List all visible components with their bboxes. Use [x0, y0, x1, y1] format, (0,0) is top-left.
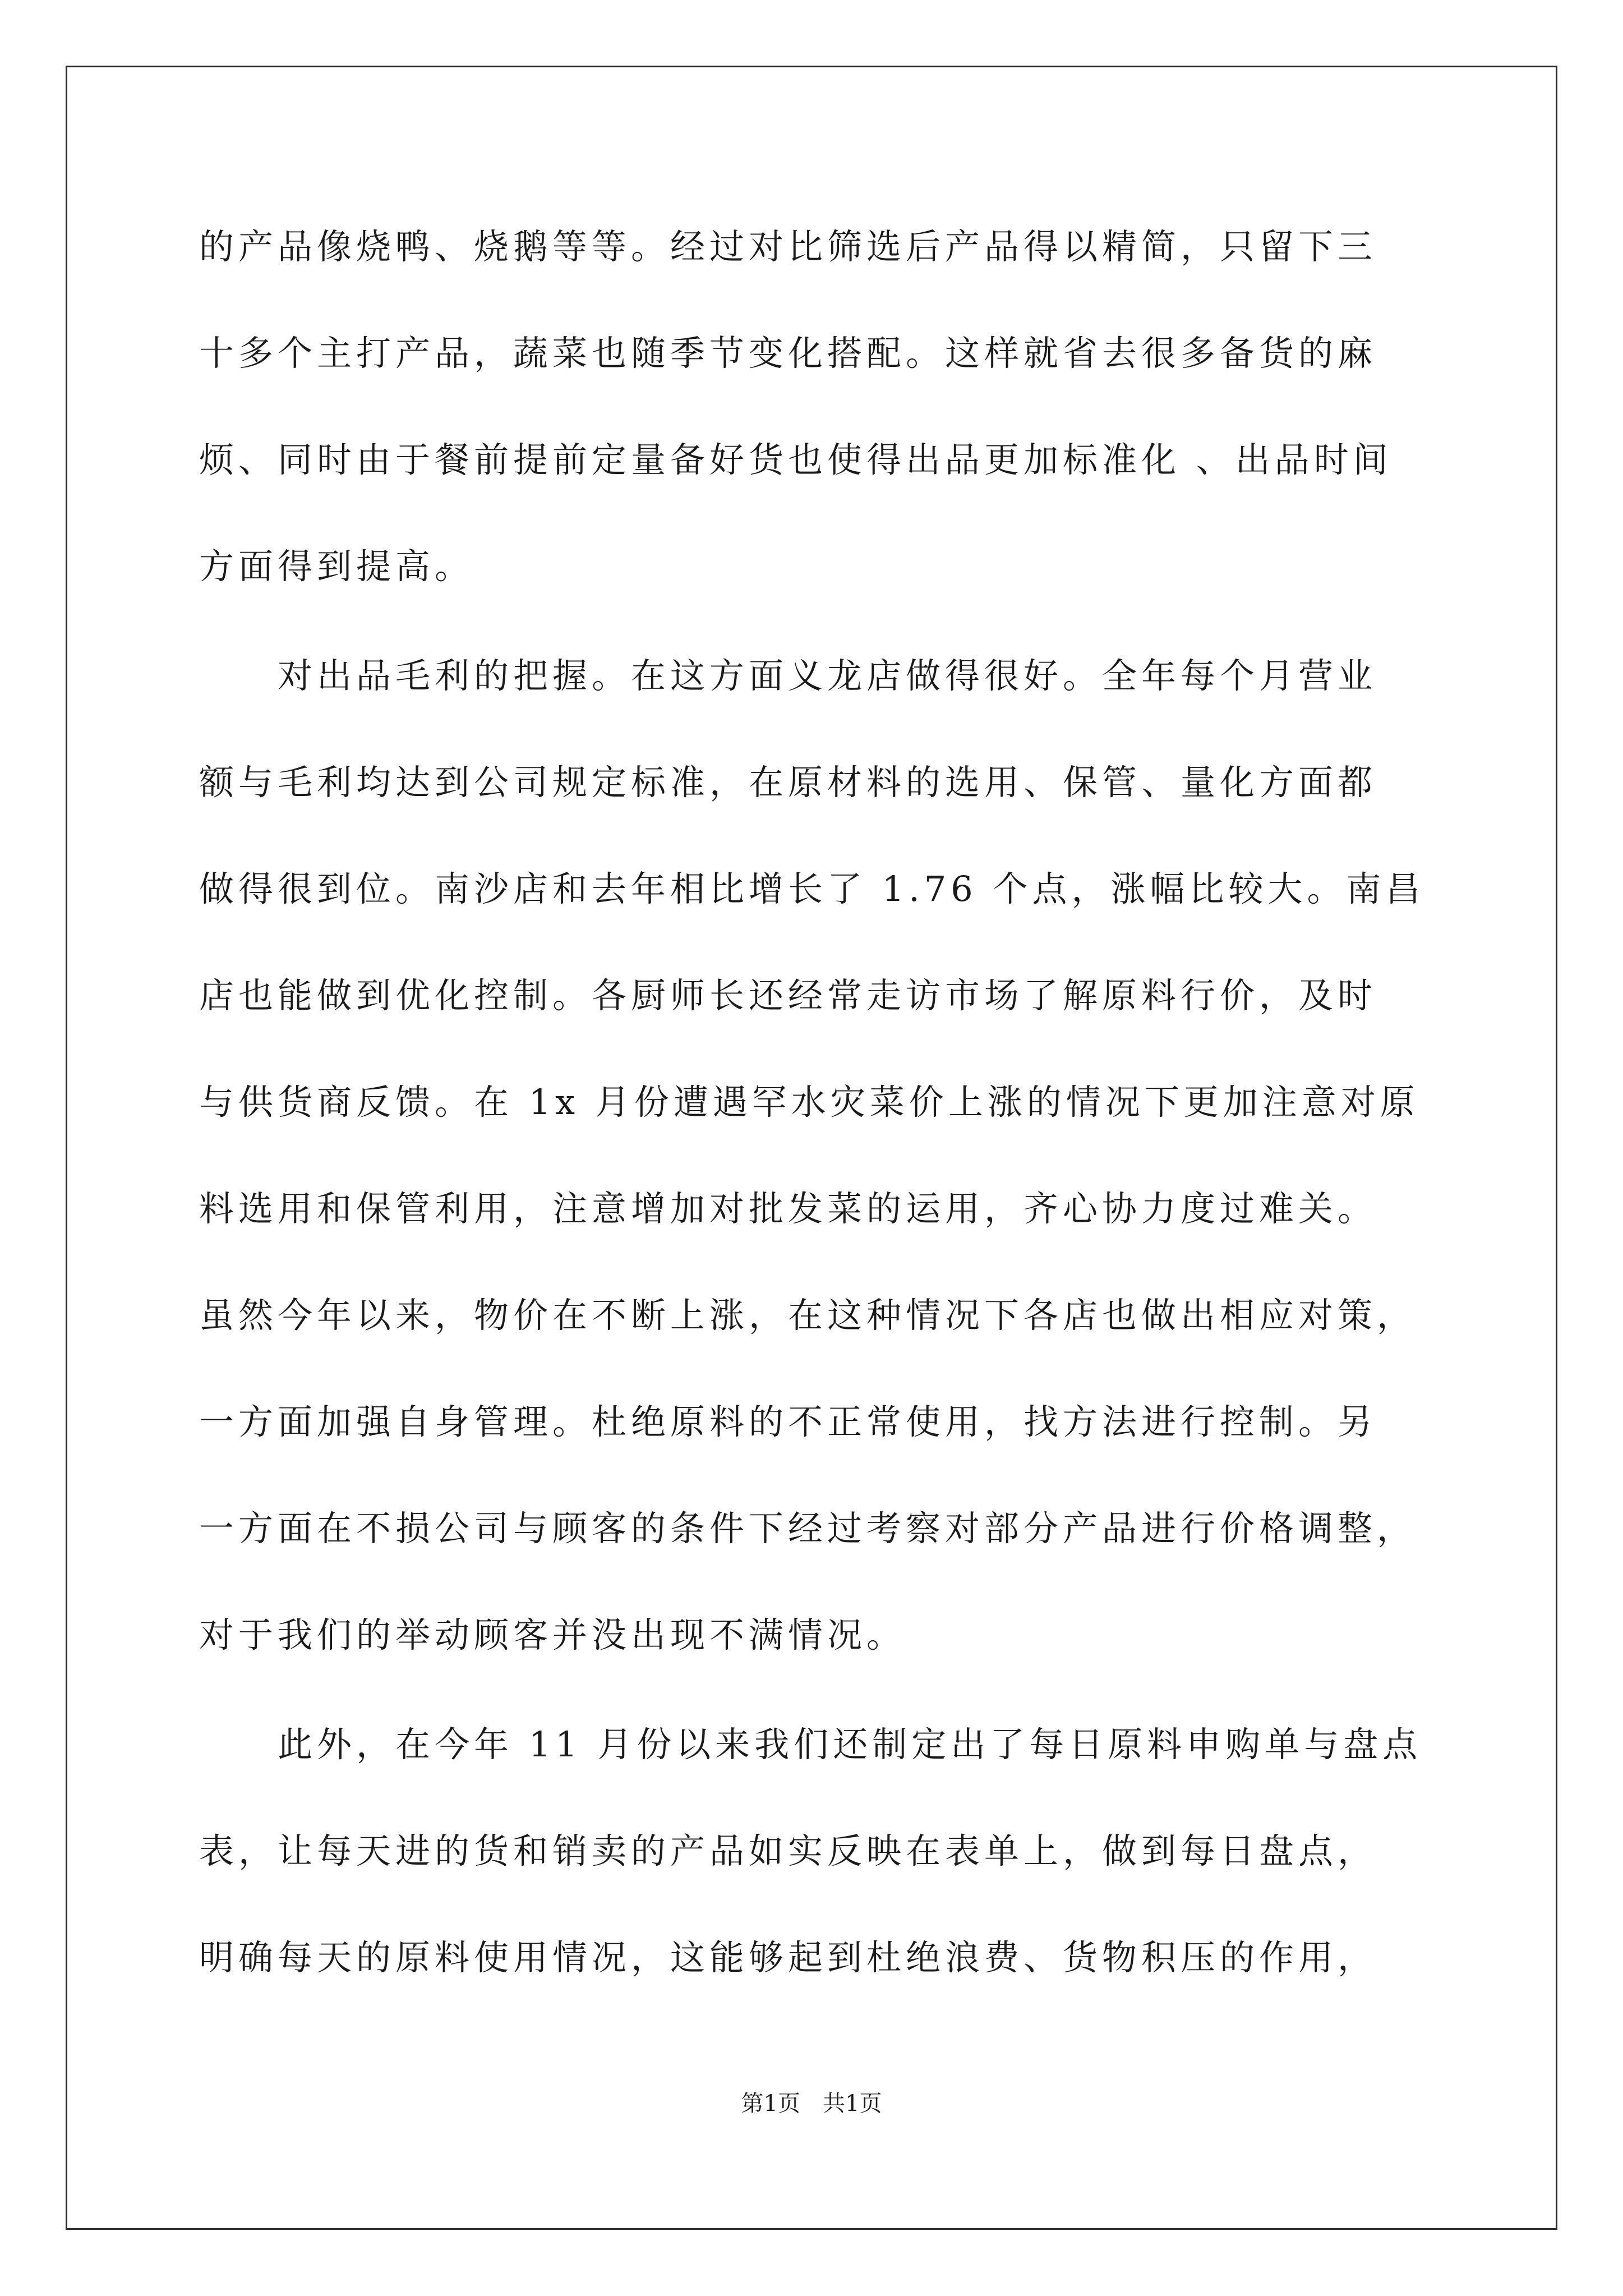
text-line: 料选用和保管利用，注意增加对批发菜的运用，齐心协力度过难关。: [199, 1188, 1377, 1229]
text-line: 十多个主打产品，蔬菜也随季节变化搭配。这样就省去很多备货的麻: [199, 333, 1377, 374]
text-line: 店也能做到优化控制。各厨师长还经常走访市场了解原料行价，及时: [199, 975, 1377, 1016]
text-line: 与供货商反馈。在 1x 月份遭遇罕水灾菜价上涨的情况下更加注意对原: [199, 1082, 1419, 1122]
text-line: 虽然今年以来，物价在不断上涨，在这种情况下各店也做出相应对策，: [199, 1295, 1417, 1336]
text-line: 明确每天的原料使用情况，这能够起到杜绝浪费、货物积压的作用，: [199, 1937, 1377, 1978]
text-line: 对出品毛利的把握。在这方面义龙店做得很好。全年每个月营业: [199, 655, 1377, 696]
page-number-footer: 第1页 共1页: [741, 2091, 882, 2116]
text-line: 做得很到位。南沙店和去年相比增长了 1.76 个点，涨幅比较大。南昌: [199, 868, 1425, 909]
text-line: 一方面在不损公司与顾客的条件下经过考察对部分产品进行价格调整，: [199, 1508, 1417, 1549]
page-border: [66, 66, 1557, 2230]
text-line: 对于我们的举动顾客并没出现不满情况。: [199, 1614, 906, 1655]
text-line: 烦、同时由于餐前提前定量备好货也使得出品更加标准化 、出品时间: [199, 439, 1393, 480]
text-line: 此外，在今年 11 月份以来我们还制定出了每日原料申购单与盘点: [199, 1724, 1422, 1765]
text-line: 额与毛利均达到公司规定标准，在原材料的选用、保管、量化方面都: [199, 762, 1377, 803]
text-line: 方面得到提高。: [199, 546, 474, 587]
text-line: 一方面加强自身管理。杜绝原料的不正常使用，找方法进行控制。另: [199, 1401, 1377, 1442]
text-line: 表，让每天进的货和销卖的产品如实反映在表单上，做到每日盘点，: [199, 1830, 1377, 1871]
text-line: 的产品像烧鸭、烧鹅等等。经过对比筛选后产品得以精简，只留下三: [199, 226, 1377, 267]
